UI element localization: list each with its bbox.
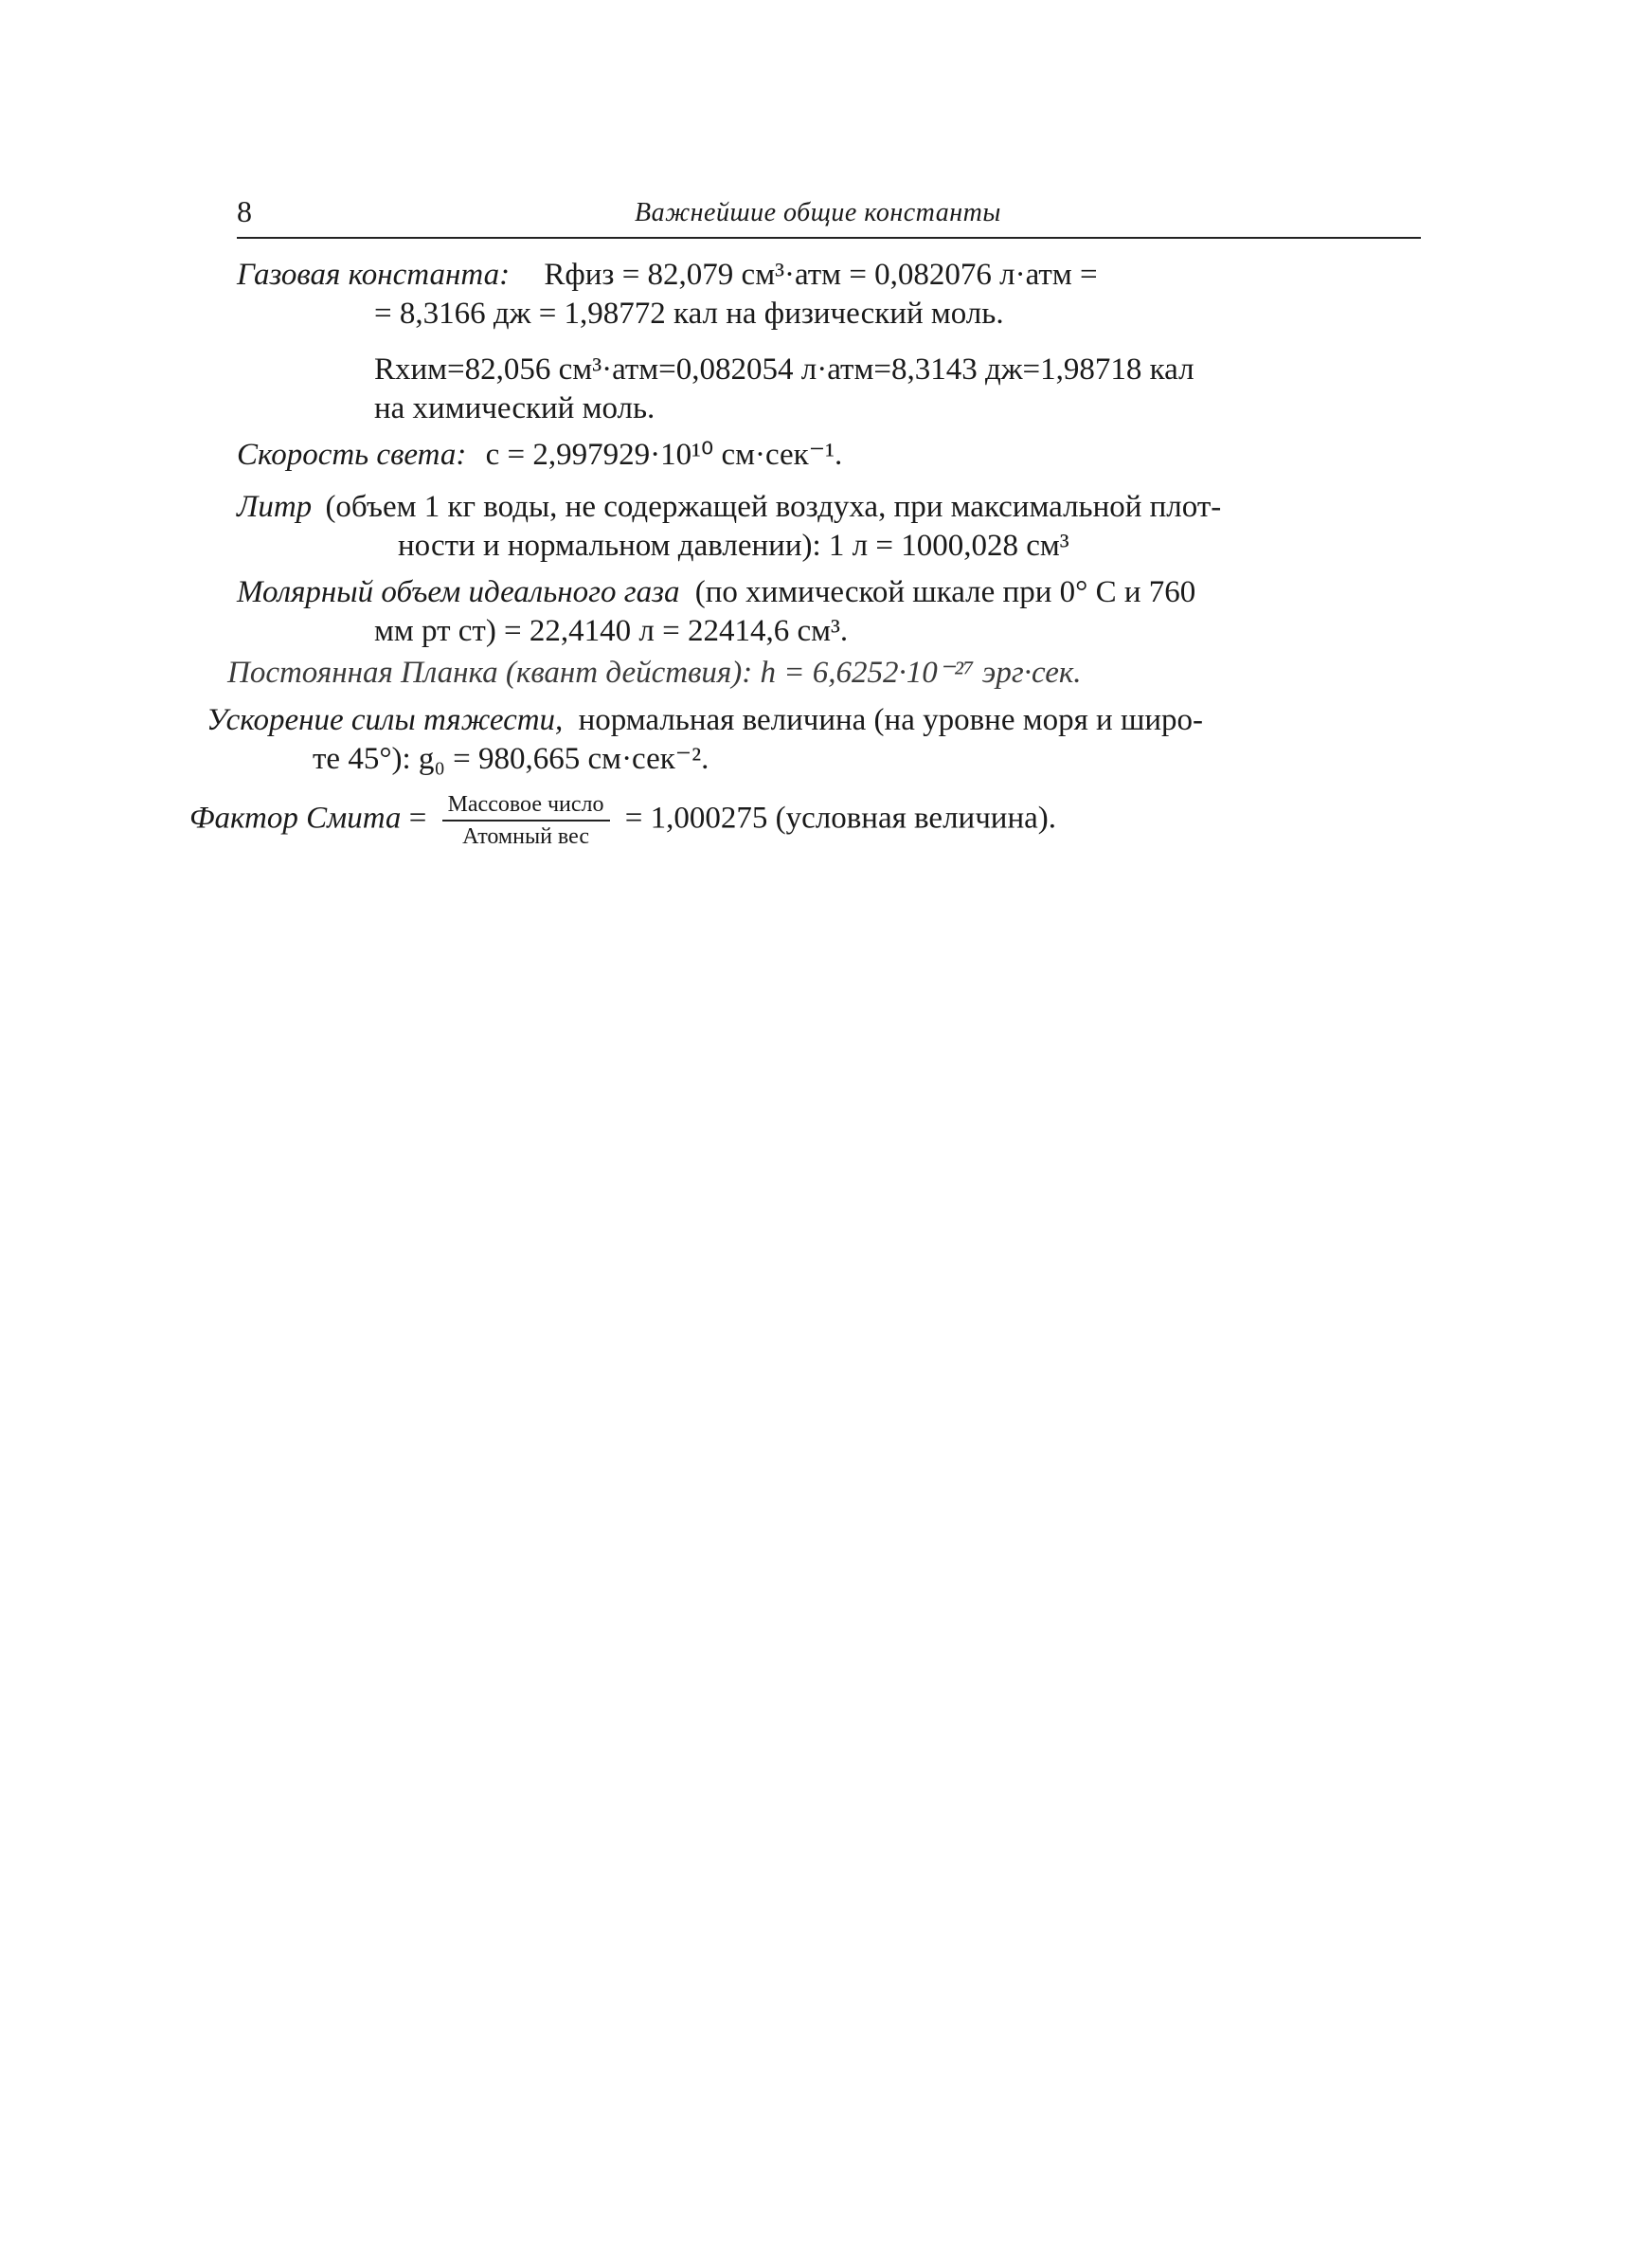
equals-sign: = (408, 801, 427, 836)
entry-text: нормальная величина (на уровне моря и широ- (578, 703, 1204, 737)
entry-line (237, 256, 1098, 295)
entry-molar-volume (237, 573, 1195, 651)
entry-line (227, 654, 1082, 693)
running-title: Важнейшие общие константы (635, 198, 1001, 227)
entry-planck-constant (227, 654, 1082, 693)
entry-text: = 8,3166 дж = 1,98772 кал на физический моль. (374, 297, 1004, 331)
entry-term: Скорость света: (237, 438, 467, 472)
entry-term: Газовая константа: (237, 258, 511, 292)
entry-line (206, 740, 1203, 779)
entry-line (189, 791, 1056, 850)
entry-term: Литр (237, 490, 313, 524)
fraction-denominator: Атомный вес (462, 824, 590, 849)
entry-liter (237, 488, 1221, 566)
entry-line (374, 389, 1194, 428)
entry-text: ности и нормальном давлении): 1 л = 1000,028 см³ (398, 529, 1069, 563)
entry-text: (по химической шкале при 0° С и 760 (694, 575, 1196, 609)
entry-gravity (206, 701, 1203, 779)
page-number: 8 (237, 194, 252, 228)
entry-line (374, 351, 1194, 389)
entry-text: Rфиз = 82,079 см³·атм = 0,082076 л·атм = (544, 258, 1098, 292)
header-rule (237, 237, 1421, 239)
entry-speed-of-light (237, 436, 842, 475)
entry-gas-constant-chemical (374, 351, 1194, 428)
entry-text: на химический моль. (374, 391, 655, 425)
entry-line (206, 701, 1203, 740)
entry-term: Ускорение силы тяжести, (206, 703, 564, 737)
entry-text: Постоянная Планка (квант действия): h = 6,6252·10⁻²⁷ эрг·сек. (227, 656, 1082, 690)
entry-text: (объем 1 кг воды, не содержащей воздуха, при максимальной плот- (325, 490, 1222, 524)
entry-text: = 1,000275 (условная величина). (624, 801, 1057, 836)
entry-text: Rхим=82,056 см³·атм=0,082054 л·атм=8,3143 дж=1,98718 кал (374, 352, 1194, 387)
page-header (237, 194, 1421, 242)
entry-gas-constant (237, 256, 1098, 334)
entry-text: те 45°): g₀ = 980,665 см·сек⁻². (313, 742, 709, 776)
entry-term: Фактор Смита (189, 801, 402, 836)
entry-line (237, 612, 1195, 651)
fraction-numerator: Массовое число (442, 791, 610, 822)
entry-line (237, 436, 842, 475)
entry-text: мм рт ст) = 22,4140 л = 22414,6 см³. (374, 614, 849, 648)
entry-smith-factor (189, 791, 1056, 850)
entry-line (237, 488, 1221, 527)
entry-line (237, 295, 1098, 334)
entry-term: Молярный объем идеального газа (237, 575, 680, 609)
entry-text: c = 2,997929·10¹⁰ см·сек⁻¹. (485, 438, 843, 472)
entry-line (237, 527, 1221, 566)
fraction (442, 791, 610, 850)
entry-line (237, 573, 1195, 612)
